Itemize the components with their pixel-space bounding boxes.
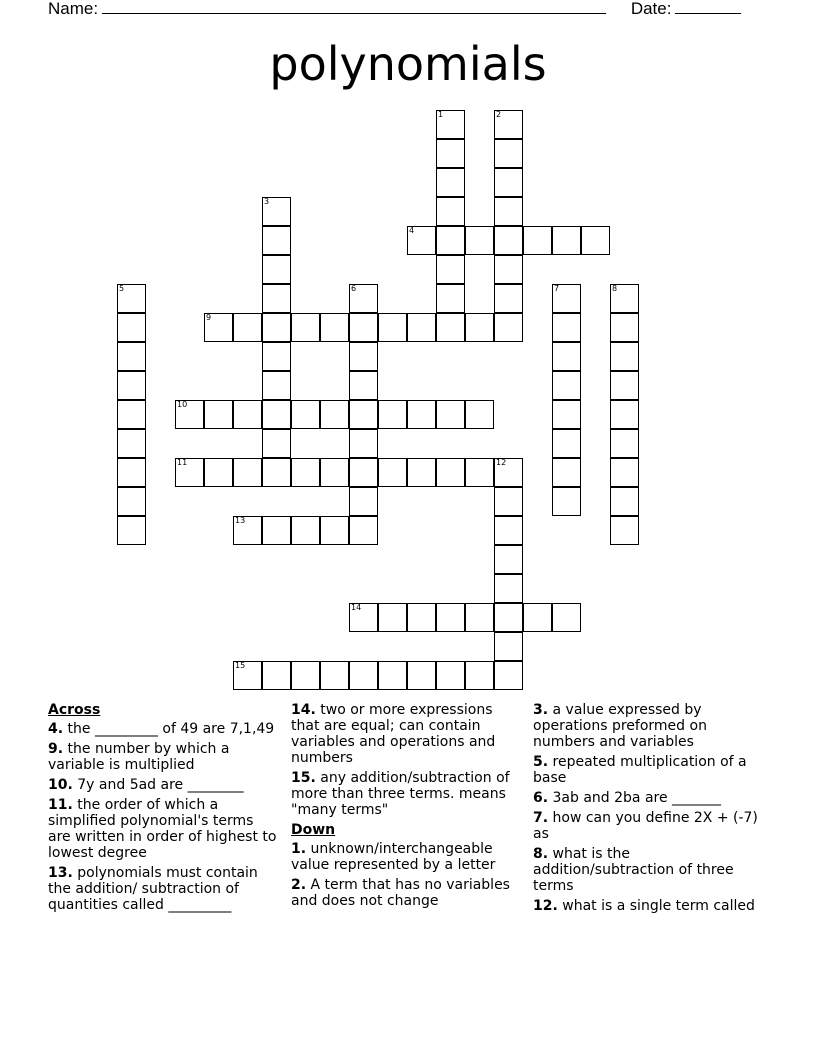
clue-text: a value expressed by operations preformed on numbers and variables: [533, 702, 707, 750]
grid-cell[interactable]: [552, 342, 581, 371]
across-heading: Across: [48, 702, 101, 718]
clue-item: [533, 754, 765, 786]
down-heading: Down: [291, 822, 336, 838]
grid-cell[interactable]: [349, 516, 378, 545]
clue-number: 6.: [533, 790, 549, 806]
clue-text: 3ab and 2ba are _______: [548, 790, 722, 806]
grid-cell[interactable]: [465, 661, 494, 690]
grid-cell[interactable]: [117, 342, 146, 371]
clue-number: 9: [206, 313, 212, 322]
clue-item: [48, 777, 280, 793]
grid-cell[interactable]: [436, 197, 465, 226]
grid-cell[interactable]: [378, 400, 407, 429]
grid-cell[interactable]: [378, 313, 407, 342]
grid-cell[interactable]: [320, 400, 349, 429]
grid-cell[interactable]: [407, 313, 436, 342]
clue-item: [48, 865, 280, 913]
grid-cell[interactable]: [349, 284, 378, 313]
grid-cell[interactable]: [436, 284, 465, 313]
clue-number: 15.: [291, 770, 316, 786]
grid-cell[interactable]: [349, 661, 378, 690]
grid-cell[interactable]: [494, 487, 523, 516]
clue-number: 1.: [291, 841, 307, 857]
grid-cell[interactable]: [349, 429, 378, 458]
grid-cell[interactable]: [465, 458, 494, 487]
clue-number: 6: [351, 284, 357, 293]
clues-column-2: [291, 702, 523, 913]
grid-cell[interactable]: [349, 371, 378, 400]
grid-cell[interactable]: [494, 313, 523, 342]
grid-cell[interactable]: [233, 313, 262, 342]
clue-item: [291, 877, 523, 909]
grid-cell[interactable]: [262, 458, 291, 487]
grid-cell[interactable]: [378, 603, 407, 632]
grid-cell[interactable]: [494, 226, 523, 255]
grid-cell[interactable]: [320, 516, 349, 545]
grid-cell[interactable]: [494, 574, 523, 603]
grid-cell[interactable]: [349, 487, 378, 516]
grid-cell[interactable]: [117, 400, 146, 429]
grid-cell[interactable]: [610, 487, 639, 516]
grid-cell[interactable]: [494, 516, 523, 545]
grid-cell[interactable]: [262, 661, 291, 690]
page-title: polynomials: [269, 37, 547, 91]
grid-cell[interactable]: [552, 371, 581, 400]
grid-cell[interactable]: [523, 603, 552, 632]
clue-number: 8.: [533, 846, 549, 862]
grid-cell[interactable]: [494, 545, 523, 574]
grid-cell[interactable]: [494, 661, 523, 690]
grid-cell[interactable]: [291, 400, 320, 429]
grid-cell[interactable]: [262, 226, 291, 255]
clue-number: 5.: [533, 754, 549, 770]
grid-cell[interactable]: [117, 487, 146, 516]
clue-number: 15: [235, 661, 246, 670]
grid-cell[interactable]: [610, 458, 639, 487]
clue-number: 4.: [48, 721, 64, 737]
clue-number: 10: [177, 400, 188, 409]
clue-number: 11.: [48, 797, 73, 813]
grid-cell[interactable]: [465, 603, 494, 632]
grid-cell[interactable]: [436, 603, 465, 632]
clue-text: 7y and 5ad are ________: [72, 777, 244, 793]
clues-column-3: [533, 702, 765, 918]
grid-cell[interactable]: [436, 313, 465, 342]
grid-cell[interactable]: [436, 255, 465, 284]
grid-cell[interactable]: [117, 371, 146, 400]
grid-cell[interactable]: [175, 400, 204, 429]
grid-cell[interactable]: [407, 226, 436, 255]
clue-item: [533, 790, 765, 806]
grid-cell[interactable]: [262, 197, 291, 226]
clue-item: [48, 741, 280, 773]
grid-cell[interactable]: [117, 429, 146, 458]
clue-item: [533, 898, 765, 914]
clue-number: 5: [119, 284, 125, 293]
grid-cell[interactable]: [233, 661, 262, 690]
grid-cell[interactable]: [610, 313, 639, 342]
clues-column-1: [48, 702, 280, 917]
grid-cell[interactable]: [436, 139, 465, 168]
grid-cell[interactable]: [349, 400, 378, 429]
grid-cell[interactable]: [349, 603, 378, 632]
clue-number: 10.: [48, 777, 73, 793]
grid-cell[interactable]: [262, 284, 291, 313]
grid-cell[interactable]: [262, 400, 291, 429]
grid-cell[interactable]: [407, 400, 436, 429]
clue-number: 1: [438, 110, 444, 119]
clue-text: any addition/subtraction of more than three terms. means "many terms": [291, 770, 510, 818]
grid-cell[interactable]: [494, 632, 523, 661]
clue-text: repeated multiplication of a base: [533, 754, 747, 786]
clue-text: what is the addition/subtraction of three terms: [533, 846, 734, 894]
clue-number: 7.: [533, 810, 549, 826]
grid-cell[interactable]: [204, 400, 233, 429]
grid-cell[interactable]: [204, 313, 233, 342]
grid-cell[interactable]: [523, 226, 552, 255]
grid-cell[interactable]: [320, 313, 349, 342]
grid-cell[interactable]: [262, 429, 291, 458]
clue-number: 7: [554, 284, 560, 293]
grid-cell[interactable]: [552, 400, 581, 429]
clue-number: 12.: [533, 898, 558, 914]
clue-text: how can you define 2X + (-7) as: [533, 810, 758, 842]
grid-cell[interactable]: [262, 371, 291, 400]
grid-cell[interactable]: [291, 458, 320, 487]
clue-number: 3: [264, 197, 270, 206]
grid-cell[interactable]: [262, 516, 291, 545]
clue-number: 4: [409, 226, 415, 235]
grid-cell[interactable]: [465, 226, 494, 255]
clue-text: what is a single term called: [557, 898, 755, 914]
grid-cell[interactable]: [494, 458, 523, 487]
grid-cell[interactable]: [233, 400, 262, 429]
clue-number: 12: [496, 458, 507, 467]
clue-item: [291, 770, 523, 818]
grid-cell[interactable]: [175, 458, 204, 487]
grid-cell[interactable]: [610, 429, 639, 458]
grid-cell[interactable]: [494, 255, 523, 284]
clue-item: [533, 810, 765, 842]
name-label: Name:: [48, 0, 99, 18]
grid-cell[interactable]: [465, 400, 494, 429]
grid-cell[interactable]: [494, 110, 523, 139]
grid-cell[interactable]: [552, 313, 581, 342]
clue-text: unknown/interchangeable value represented by a letter: [291, 841, 496, 873]
grid-cell[interactable]: [262, 313, 291, 342]
grid-cell[interactable]: [349, 342, 378, 371]
grid-cell[interactable]: [117, 313, 146, 342]
grid-cell[interactable]: [610, 516, 639, 545]
grid-cell[interactable]: [204, 458, 233, 487]
grid-cell[interactable]: [407, 458, 436, 487]
grid-cell[interactable]: [117, 458, 146, 487]
grid-cell[interactable]: [494, 284, 523, 313]
grid-cell[interactable]: [581, 226, 610, 255]
grid-cell[interactable]: [436, 168, 465, 197]
clue-number: 13: [235, 516, 246, 525]
clue-number: 9.: [48, 741, 64, 757]
grid-cell[interactable]: [552, 487, 581, 516]
clue-item: [48, 721, 280, 737]
grid-cell[interactable]: [407, 603, 436, 632]
clue-text: the number by which a variable is multiplied: [48, 741, 230, 773]
clue-number: 2: [496, 110, 502, 119]
grid-cell[interactable]: [552, 429, 581, 458]
clue-number: 14: [351, 603, 362, 612]
grid-cell[interactable]: [291, 661, 320, 690]
grid-cell[interactable]: [436, 458, 465, 487]
grid-cell[interactable]: [291, 313, 320, 342]
grid-cell[interactable]: [291, 516, 320, 545]
clue-item: [291, 702, 523, 766]
grid-cell[interactable]: [494, 603, 523, 632]
clue-item: [533, 702, 765, 750]
grid-cell[interactable]: [552, 603, 581, 632]
clue-item: [48, 797, 280, 861]
clue-text: A term that has no variables and does not change: [291, 877, 510, 909]
grid-cell[interactable]: [465, 313, 494, 342]
grid-cell[interactable]: [233, 458, 262, 487]
grid-cell[interactable]: [436, 226, 465, 255]
clue-number: 8: [612, 284, 618, 293]
date-label: Date:: [630, 0, 672, 18]
grid-cell[interactable]: [262, 255, 291, 284]
grid-cell[interactable]: [436, 400, 465, 429]
grid-cell[interactable]: [349, 458, 378, 487]
clue-text: the _________ of 49 are 7,1,49: [63, 721, 275, 737]
grid-cell[interactable]: [320, 661, 349, 690]
grid-cell[interactable]: [407, 661, 436, 690]
grid-cell[interactable]: [552, 284, 581, 313]
grid-cell[interactable]: [494, 168, 523, 197]
clue-number: 2.: [291, 877, 307, 893]
grid-cell[interactable]: [233, 516, 262, 545]
grid-cell[interactable]: [117, 284, 146, 313]
grid-cell[interactable]: [552, 226, 581, 255]
clue-item: [533, 846, 765, 894]
grid-cell[interactable]: [436, 661, 465, 690]
clue-number: 3.: [533, 702, 549, 718]
grid-cell[interactable]: [610, 284, 639, 313]
grid-cell[interactable]: [320, 458, 349, 487]
grid-cell[interactable]: [378, 661, 407, 690]
grid-cell[interactable]: [494, 197, 523, 226]
clue-number: 13.: [48, 865, 73, 881]
clue-number: 14.: [291, 702, 316, 718]
clue-number: 11: [177, 458, 188, 467]
clue-text: two or more expressions that are equal; can contain variables and operations and numbers: [291, 702, 496, 766]
grid-cell[interactable]: [378, 458, 407, 487]
grid-cell[interactable]: [349, 313, 378, 342]
clue-item: [291, 841, 523, 873]
grid-cell[interactable]: [610, 342, 639, 371]
grid-cell[interactable]: [552, 458, 581, 487]
grid-cell[interactable]: [436, 110, 465, 139]
grid-cell[interactable]: [610, 400, 639, 429]
grid-cell[interactable]: [117, 516, 146, 545]
grid-cell[interactable]: [262, 342, 291, 371]
clue-text: the order of which a simplified polynomial's terms are written in order of highest to lowest degree: [48, 797, 277, 861]
grid-cell[interactable]: [494, 139, 523, 168]
clue-text: polynomials must contain the addition/ subtraction of quantities called _________: [48, 865, 258, 913]
grid-cell[interactable]: [610, 371, 639, 400]
